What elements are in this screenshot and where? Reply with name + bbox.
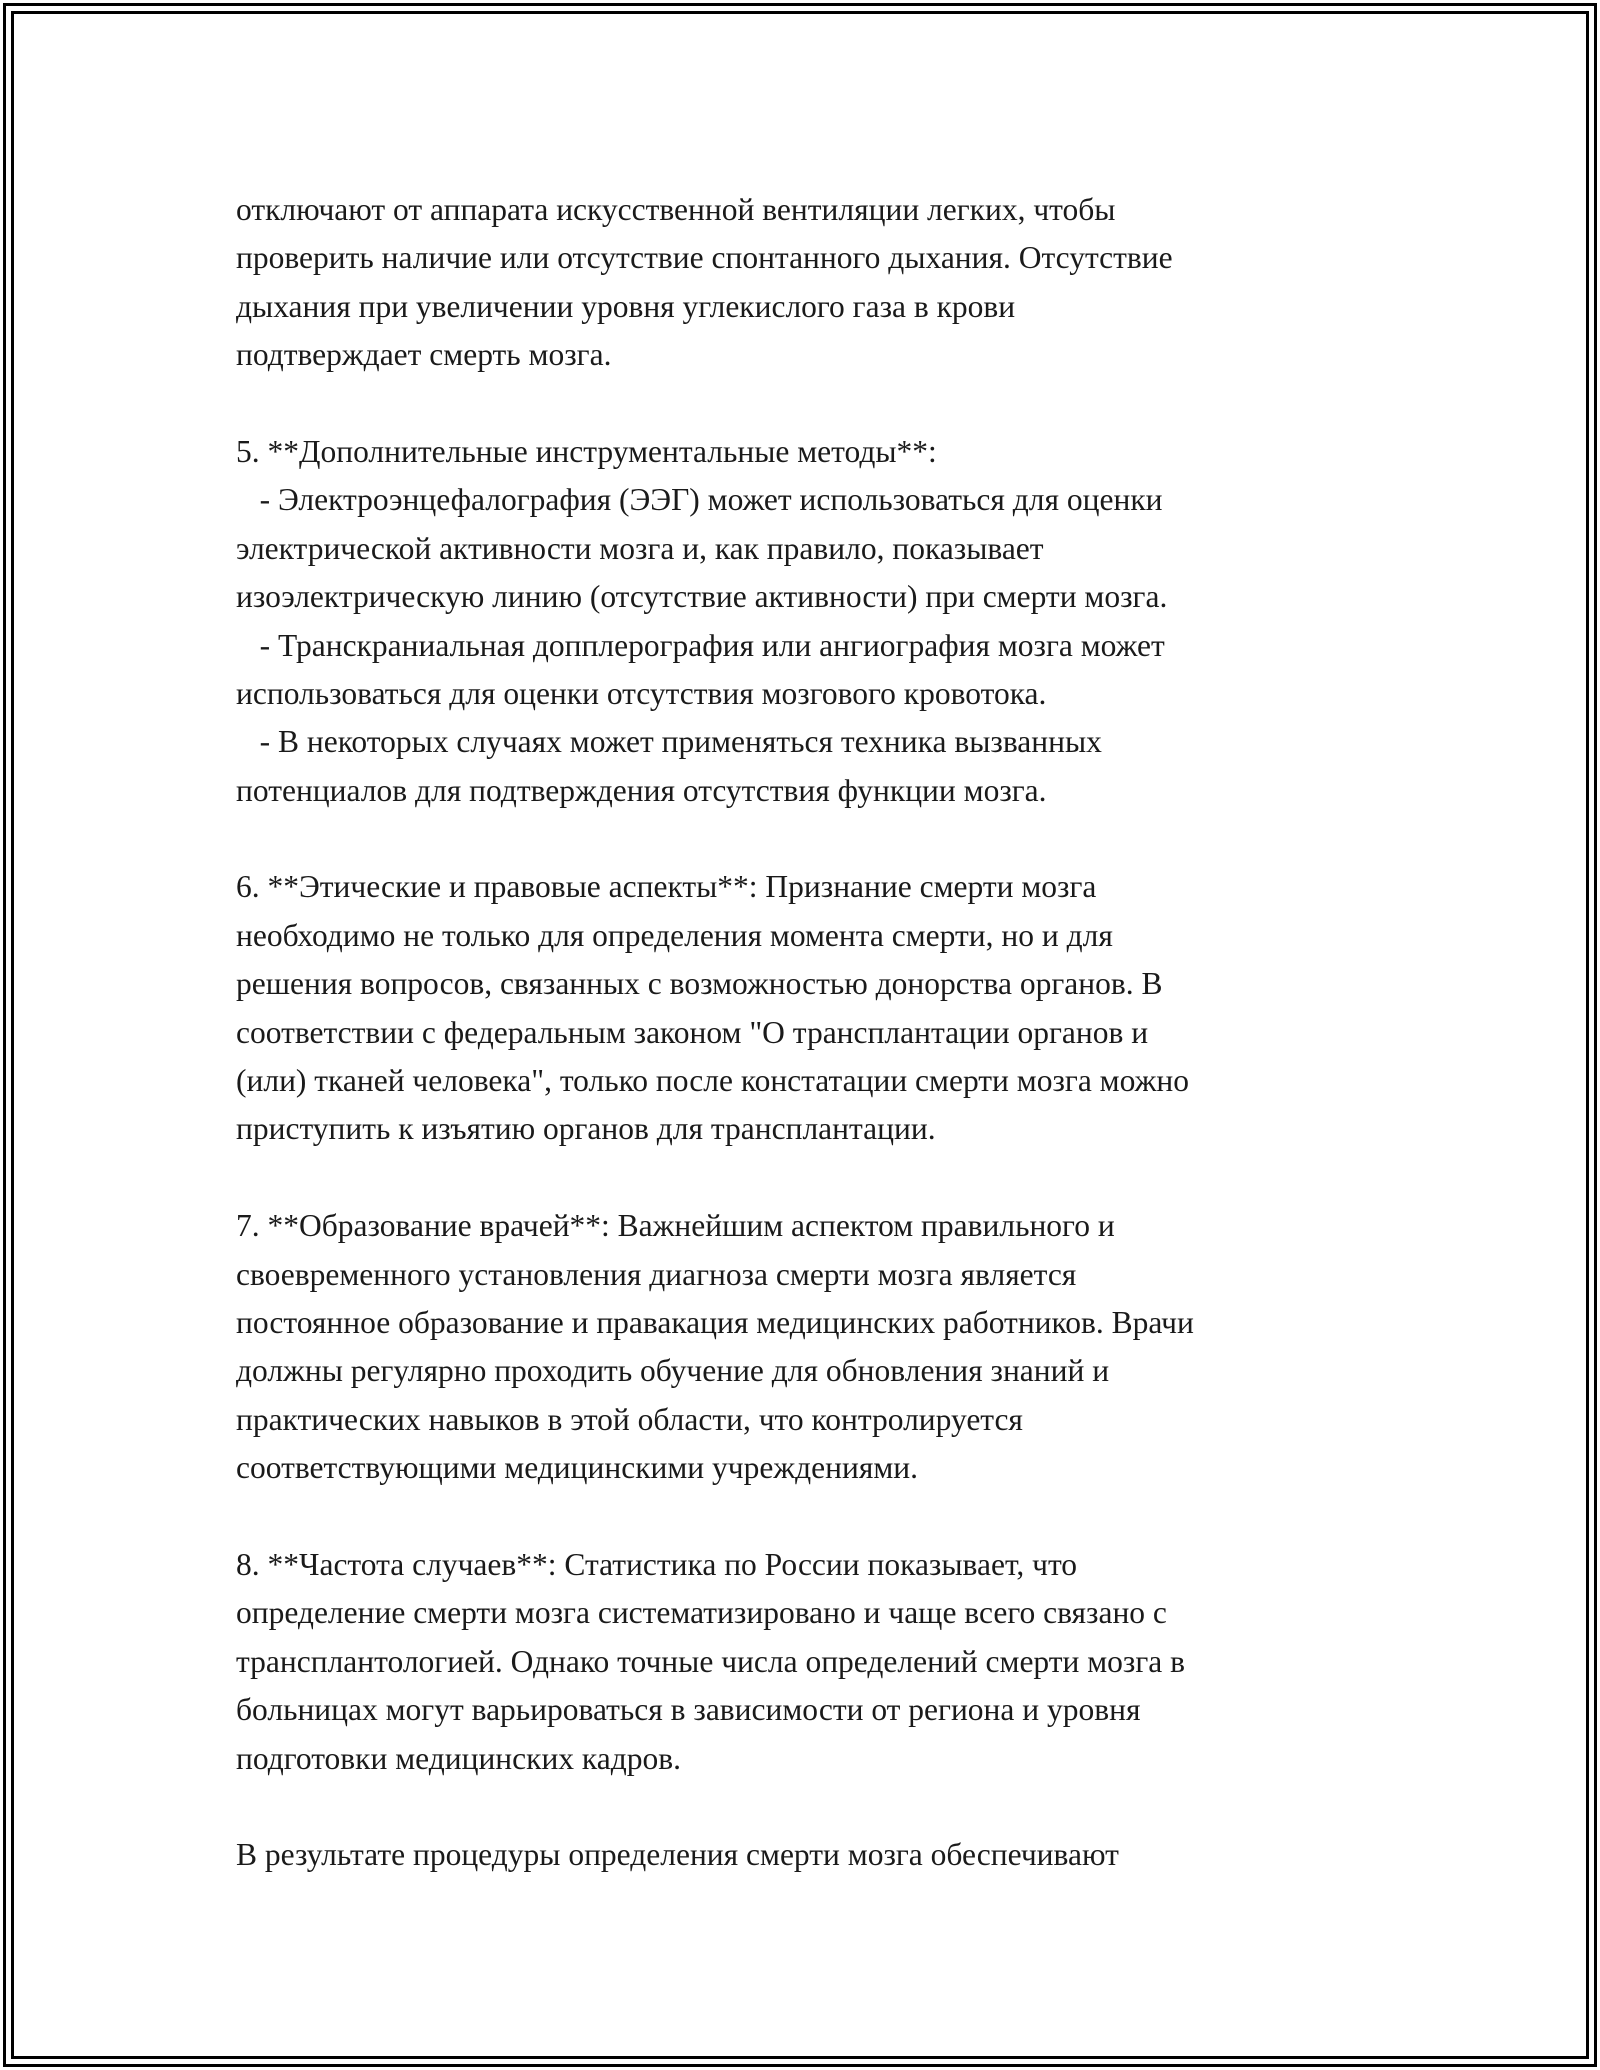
text-line: подтверждает смерть мозга.: [236, 337, 612, 373]
text-line: отключают от аппарата искусственной вентиляции легких, чтобы: [236, 192, 1116, 227]
text-line: соответствии с федеральным законом "О трансплантации органов и: [236, 1014, 1149, 1050]
text-line: решения вопросов, связанных с возможностью донорства органов. В: [236, 966, 1163, 1002]
text-line: приступить к изъятию органов для трансплантации.: [236, 1111, 936, 1147]
text-line: использоваться для оценки отсутствия мозгового кровотока.: [236, 675, 1047, 711]
text-line: 7. **Образование врачей**: Важнейшим аспектом правильного и: [236, 1208, 1115, 1244]
text-line: 5. **Дополнительные инструментальные методы**:: [236, 433, 937, 469]
document-body: [236, 186, 1436, 1880]
paragraph-item-6: [236, 863, 1436, 1153]
paragraph-conclusion: [236, 1831, 1436, 1879]
paragraph-gap: [236, 815, 1436, 863]
text-line: определение смерти мозга систематизировано и чаще всего связано с: [236, 1595, 1167, 1631]
text-line: изоэлектрическую линию (отсутствие активности) при смерти мозга.: [236, 579, 1168, 615]
text-line: (или) тканей человека", только после констатации смерти мозга можно: [236, 1063, 1189, 1099]
text-line: постоянное образование и правакация медицинских работников. Врачи: [236, 1304, 1194, 1340]
text-line: - Транскраниальная допплерография или ангиография мозга может: [236, 627, 1165, 663]
paragraph-gap: [236, 1493, 1436, 1541]
text-line: потенциалов для подтверждения отсутствия функции мозга.: [236, 772, 1047, 808]
text-line: электрической активности мозга и, как правило, показывает: [236, 530, 1044, 566]
text-line: практических навыков в этой области, что контролируется: [236, 1401, 1023, 1437]
text-line: 6. **Этические и правовые аспекты**: Признание смерти мозга: [236, 869, 1097, 905]
text-line: - В некоторых случаях может применяться техника вызванных: [236, 724, 1102, 760]
text-line: больницах могут варьироваться в зависимости от региона и уровня: [236, 1692, 1141, 1728]
text-line: необходимо не только для определения момента смерти, но и для: [236, 917, 1113, 953]
paragraph-item-8: [236, 1541, 1436, 1783]
paragraph-item-7: [236, 1202, 1436, 1492]
text-line: дыхания при увеличении уровня углекислого газа в крови: [236, 288, 1016, 324]
paragraph-item-5: [236, 428, 1436, 815]
text-line: трансплантологией. Однако точные числа определений смерти мозга в: [236, 1643, 1186, 1679]
text-line: должны регулярно проходить обучение для обновления знаний и: [236, 1353, 1110, 1389]
text-line: своевременного установления диагноза смерти мозга является: [236, 1256, 1077, 1292]
paragraph-gap: [236, 1154, 1436, 1202]
paragraph-gap: [236, 1783, 1436, 1831]
text-line: соответствующими медицинскими учреждениями.: [236, 1450, 918, 1486]
text-line: В результате процедуры определения смерти мозга обеспечивают: [236, 1837, 1119, 1873]
text-line: - Электроэнцефалография (ЭЭГ) может использоваться для оценки: [236, 482, 1163, 518]
paragraph-gap: [236, 380, 1436, 428]
text-line: 8. **Частота случаев**: Статистика по России показывает, что: [236, 1546, 1078, 1582]
paragraph-breathing-test: [236, 186, 1436, 380]
text-line: проверить наличие или отсутствие спонтанного дыхания. Отсутствие: [236, 240, 1173, 276]
text-line: подготовки медицинских кадров.: [236, 1740, 682, 1776]
